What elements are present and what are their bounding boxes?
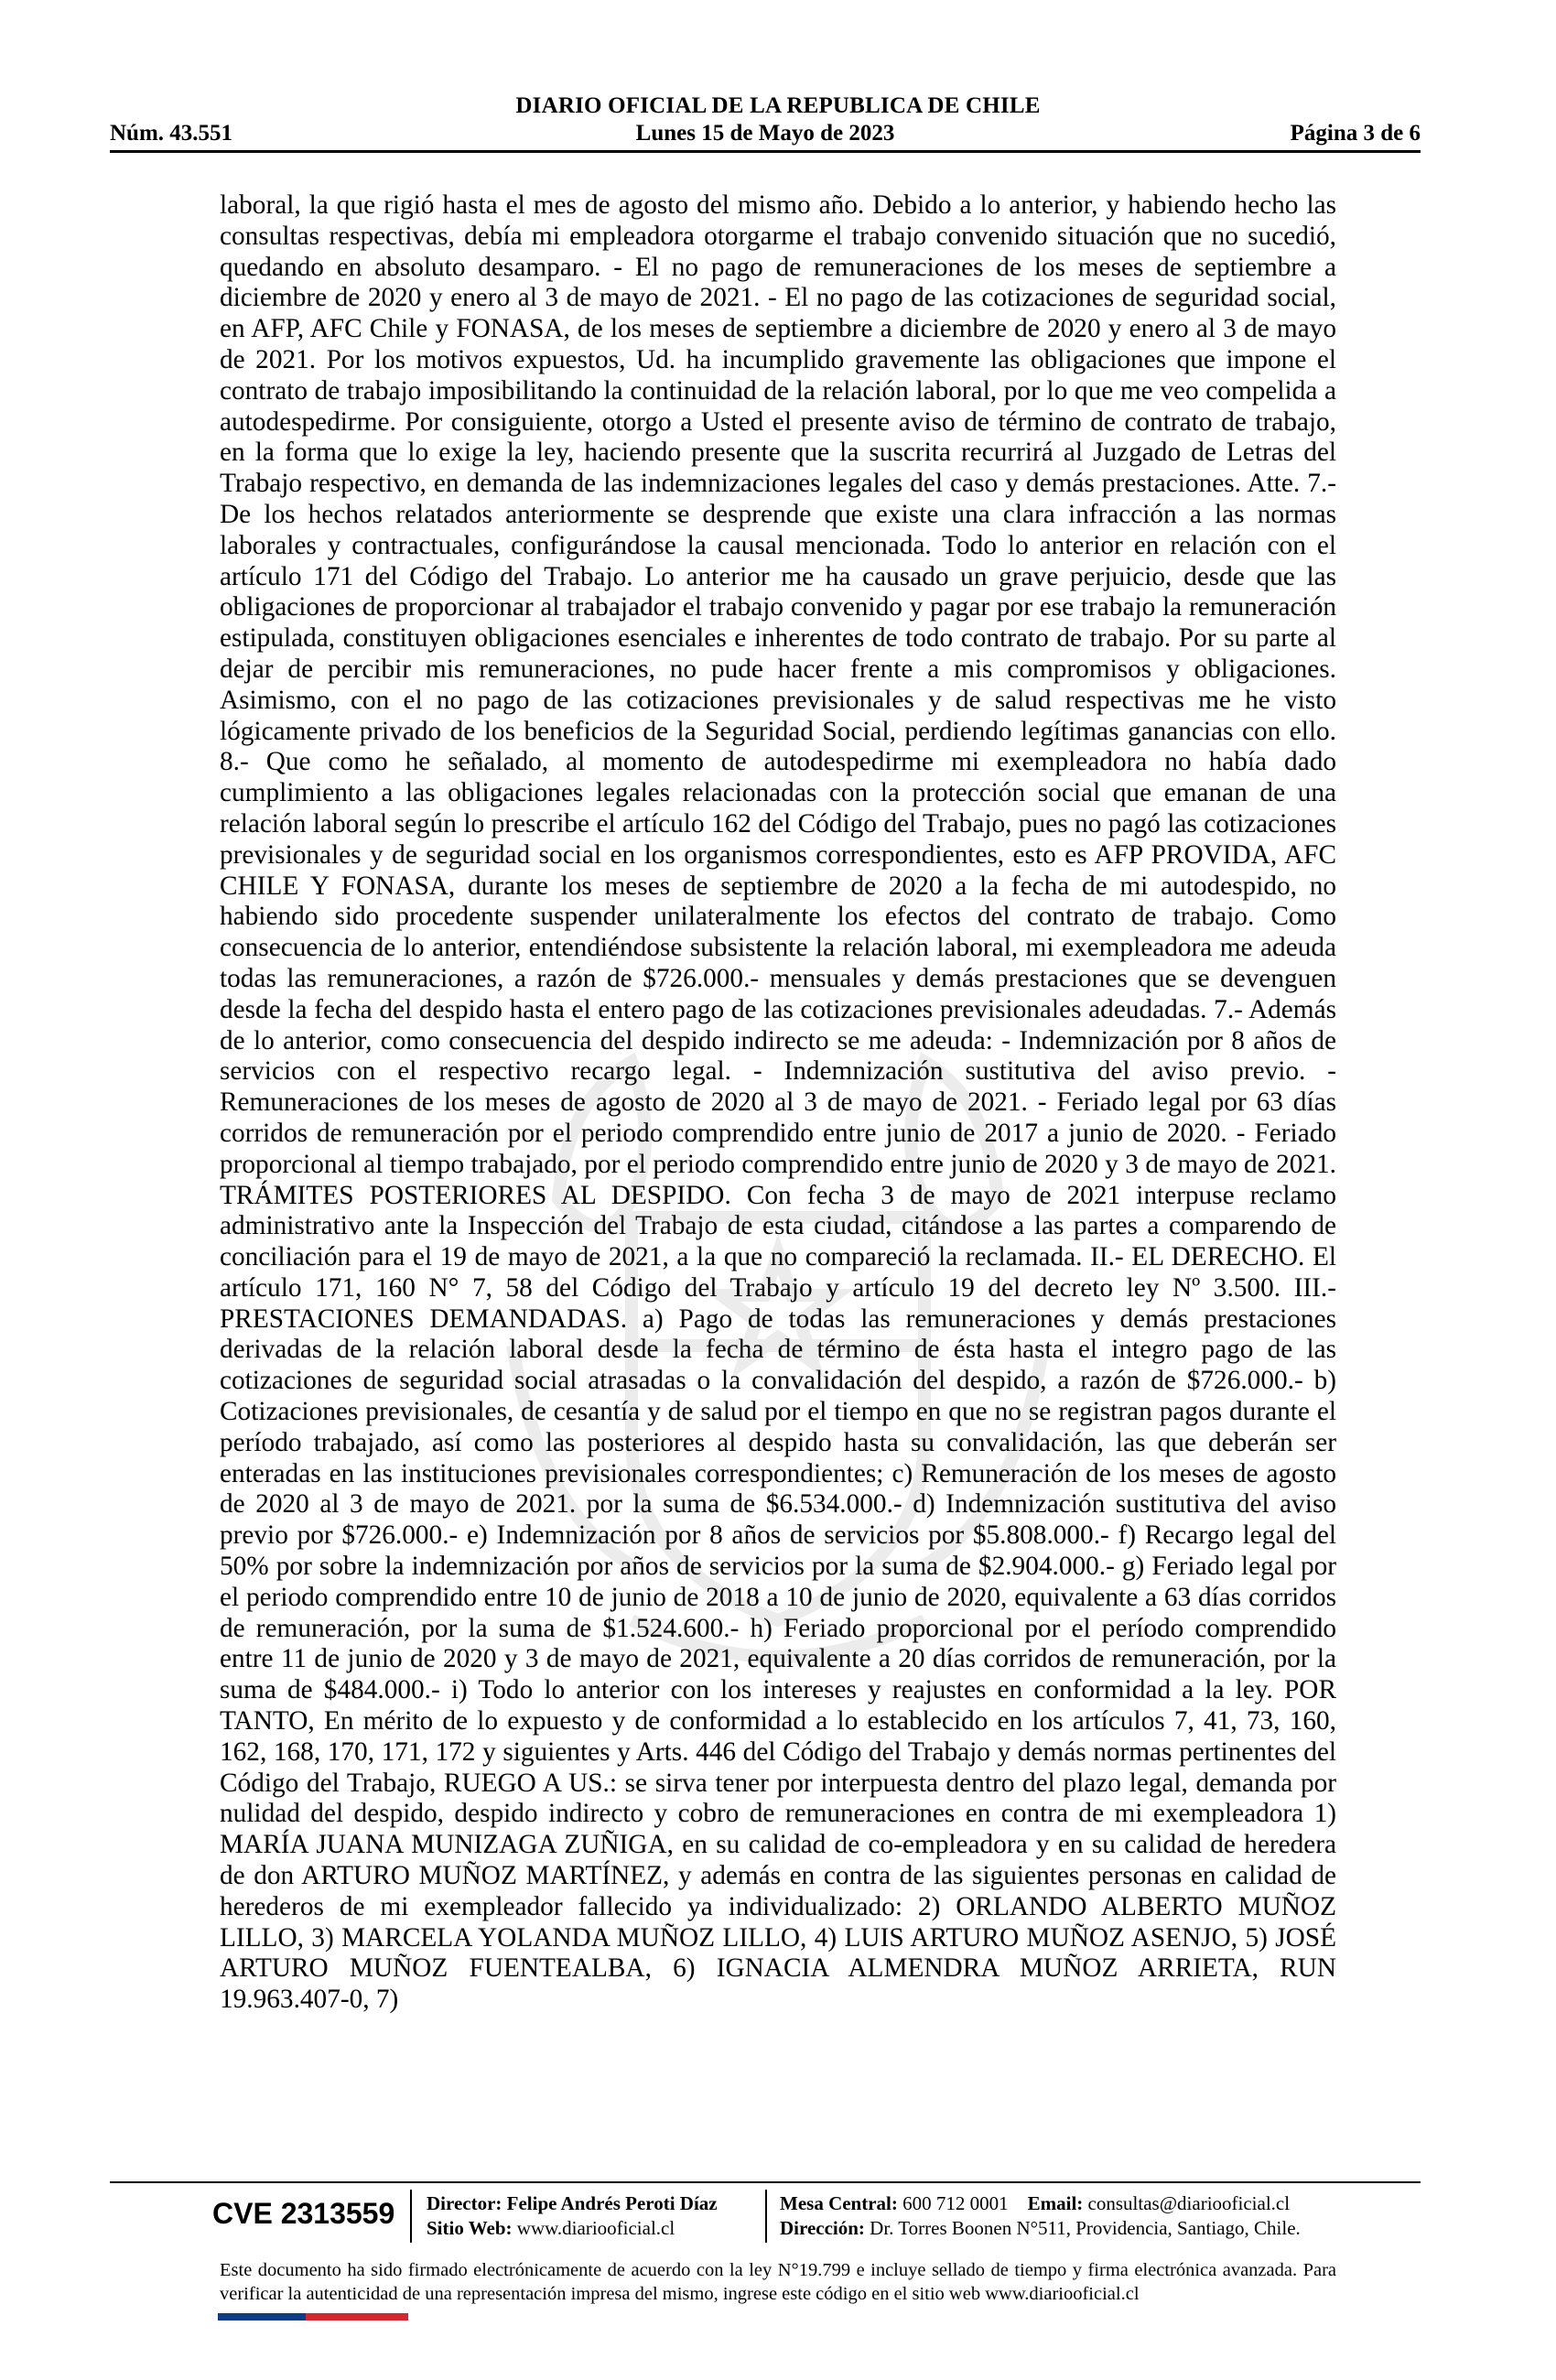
document-body: laboral, la que rigió hasta el mes de agosto del mismo año. Debido a lo anterior, y habiendo hecho las consultas respectivas, debía mi empleadora otorgarme el trabajo convenido situación que no sucedió, quedando en absoluto desamparo. - El no pago de remuneraciones de los meses de septiembre a diciembre de 2020 y enero al 3 de mayo de 2021. - El no pago de las cotizaciones de seguridad social, en AFP, AFC Chile y FONASA, de los meses de septiembre a diciembre de 2020 y enero al 3 de mayo de 2021. Por los motivos expuestos, Ud. ha incumplido gravemente las obligaciones que impone el contrato de trabajo imposibilitando la continuidad de la relación laboral, por lo que me veo compelida a autodespedirme. Por consiguiente, otorgo a Usted el presente aviso de término de contrato de trabajo, en la forma que lo exige la ley, haciendo presente que la suscrita recurrirá al Juzgado de Letras del Trabajo respectivo, en demanda de las indemnizaciones legales del caso y demás prestaciones. Atte. 7.- De los hechos relatados anteriormente se desprende que existe una clara infracción a las normas laborales y contractuales, configurándose la causal mencionada. Todo lo anterior en relación con el artículo 171 del Código del Trabajo. Lo anterior me ha causado un grave perjuicio, desde que las obligaciones de proporcionar al trabajador el trabajo convenido y pagar por ese trabajo la remuneración estipulada, constituyen obligaciones esenciales e inherentes de todo contrato de trabajo. Por su parte al dejar de percibir mis remuneraciones, no pude hacer frente a mis compromisos y obligaciones. Asimismo, con el no pago de las cotizaciones previsionales y de salud respectivas me he visto lógicamente privado de los beneficios de la Seguridad Social, perdiendo legítimas ganancias con ello. 8.- Que como he señalado, al momento de autodespedirme mi exempleadora no había dado cumplimiento a las obligaciones legales relacionadas con la protección social que emanan de una relación laboral según lo prescribe el artículo 162 del Código del Trabajo, pues no pagó las cotizaciones previsionales y de seguridad social en los organismos correspondientes, esto es AFP PROVIDA, AFC CHILE Y FONASA, durante los meses de septiembre de 2020 a la fecha de mi autodespido, no habiendo sido procedente suspender unilateralmente los efectos del contrato de trabajo. Como consecuencia de lo anterior, entendiéndose subsistente la relación laboral, mi exempleadora me adeuda todas las remuneraciones, a razón de $726.000.- mensuales y demás prestaciones que se devenguen desde la fecha del despido hasta el entero pago de las cotizaciones previsionales adeudadas. 7.- Además de lo anterior, como consecuencia del despido indirecto se me adeuda: - Indemnización por 8 años de servicios con el respectivo recargo legal. - Indemnización sustitutiva del aviso previo. - Remuneraciones de los meses de agosto de 2020 al 3 de mayo de 2021. - Feriado legal por 63 días corridos de remuneración por el periodo comprendido entre junio de 2017 a junio de 2020. - Feriado proporcional al tiempo trabajado, por el periodo comprendido entre junio de 2020 y 3 de mayo de 2021. TRÁMITES POSTERIORES AL DESPIDO. Con fecha 3 de mayo de 2021 interpuse reclamo administrativo ante la Inspección del Trabajo de esta ciudad, citándose a las partes a comparendo de conciliación para el 19 de mayo de 2021, a la que no compareció la reclamada. II.- EL DERECHO. El artículo 171, 160 N° 7, 58 del Código del Trabajo y artículo 19 del decreto ley Nº 3.500. III.- PRESTACIONES DEMANDADAS. a) Pago de todas las remuneraciones y demás prestaciones derivadas de la relación laboral desde la fecha de término de ésta hasta el integro pago de las cotizaciones de seguridad social atrasadas o la convalidación del despido, a razón de $726.000.- b) Cotizaciones previsionales, de cesantía y de salud por el tiempo en que no se registran pagos durante el período trabajado, así como las posteriores al despido hasta su convalidación, las que deberán ser enteradas en las instituciones previsionales correspondientes; c) Remuneración de los meses de agosto de 2020 al 3 de mayo de 2021. por la suma de $6.534.000.- d) Indemnización sustitutiva del aviso previo por $726.000.- e) Indemnización por 8 años de servicios por $5.808.000.- f) Recargo legal del 50% por sobre la indemnización por años de servicios por la suma de $2.904.000.- g) Feriado legal por el periodo comprendido entre 10 de junio de 2018 a 10 de junio de 2020, equivalente a 63 días corridos de remuneración, por la suma de $1.524.600.- h) Feriado proporcional por el período comprendido entre 11 de junio de 2020 y 3 de mayo de 2021, equivalente a 20 días corridos de remuneración, por la suma de $484.000.- i) Todo lo anterior con los intereses y reajustes en conformidad a la ley. POR TANTO, En mérito de lo expuesto y de conformidad a lo establecido en los artículos 7, 41, 73, 160, 162, 168, 170, 171, 172 y siguientes y Arts. 446 del Código del Trabajo y demás normas pertinentes del Código del Trabajo, RUEGO A US.: se sirva tener por interpuesta dentro del plazo legal, demanda por nulidad del despido, despido indirecto y cobro de remuneraciones en contra de mi exempleadora 1) MARÍA JUANA MUNIZAGA ZUÑIGA, en su calidad de co-empleadora y en su calidad de heredera de don ARTURO MUÑOZ MARTÍNEZ, y además en contra de las siguientes personas en calidad de herederos de mi exempleador fallecido ya individualizado: 2) ORLANDO ALBERTO MUÑOZ LILLO, 3) MARCELA YOLANDA MUÑOZ LILLO, 4) LUIS ARTURO MUÑOZ ASENJO, 5) JOSÉ ARTURO MUÑOZ FUENTEALBA, 6) IGNACIA ALMENDRA MUÑOZ ARRIETA, RUN 19.963.407-0, 7) bbox=[220, 190, 1336, 2015]
footer-divider bbox=[110, 2181, 1421, 2183]
footer-contact-block bbox=[780, 2191, 1301, 2241]
header-title: DIARIO OFICIAL DE LA REPUBLICA DE CHILE bbox=[515, 93, 1041, 118]
flag-stripe-blue bbox=[218, 2313, 306, 2320]
email-label: Email: bbox=[1027, 2192, 1084, 2214]
flag-stripe bbox=[218, 2313, 408, 2320]
footer-director-block bbox=[427, 2191, 718, 2241]
director-name: Felipe Andrés Peroti Díaz bbox=[506, 2192, 718, 2214]
footer-separator bbox=[765, 2190, 767, 2243]
issue-number: Núm. 43.551 bbox=[110, 121, 233, 146]
email-link[interactable]: consultas@diariooficial.cl bbox=[1087, 2192, 1291, 2214]
phone-number: 600 712 0001 bbox=[902, 2192, 1009, 2214]
header-divider bbox=[110, 150, 1421, 153]
address-label: Dirección: bbox=[780, 2217, 865, 2239]
director-label: Director: bbox=[427, 2192, 502, 2214]
header-meta-row bbox=[110, 121, 1421, 146]
issue-date: Lunes 15 de Mayo de 2023 bbox=[635, 121, 895, 146]
footer-separator bbox=[410, 2190, 412, 2243]
flag-stripe-red bbox=[306, 2313, 408, 2320]
website-link[interactable]: www.diariooficial.cl bbox=[516, 2217, 675, 2239]
cve-code: CVE 2313559 bbox=[212, 2197, 395, 2230]
phone-label: Mesa Central: bbox=[780, 2192, 898, 2214]
website-label: Sitio Web: bbox=[427, 2217, 513, 2239]
address: Dr. Torres Boonen N°511, Providencia, Santiago, Chile. bbox=[870, 2217, 1301, 2239]
legal-notice: Este documento ha sido firmado electrónicamente de acuerdo con la ley N°19.799 e incluye sellado de tiempo y firma electrónica avanzada. Para verificar la autenticidad de una representación impresa del mismo, ingrese este código en el sitio web www.diariooficial.cl bbox=[220, 2260, 1336, 2304]
page-number: Página 3 de 6 bbox=[1290, 121, 1421, 146]
